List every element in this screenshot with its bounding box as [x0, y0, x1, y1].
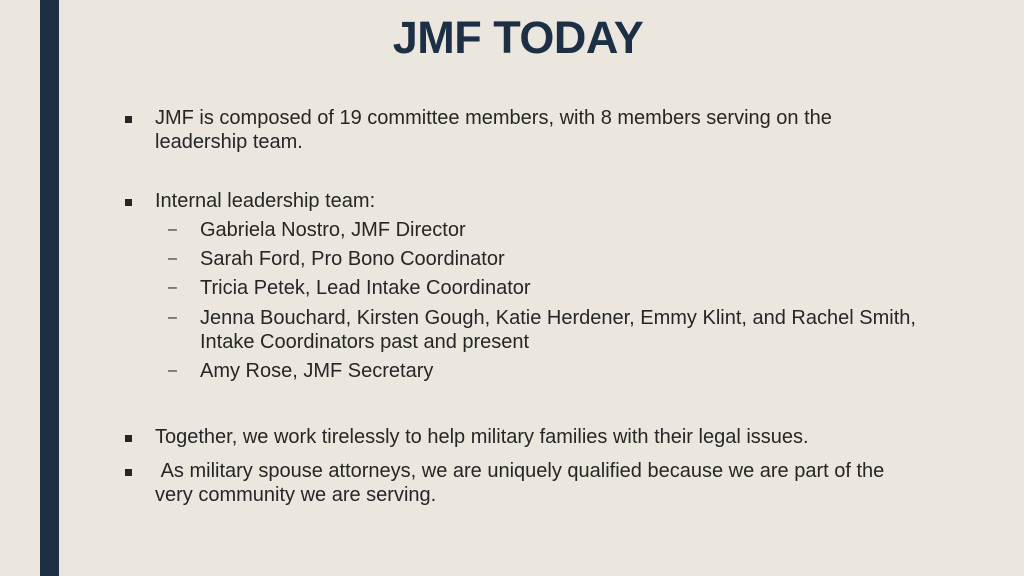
dash-bullet-icon: – — [168, 221, 177, 238]
dash-bullet-icon: – — [168, 309, 177, 326]
square-bullet-icon — [125, 116, 132, 123]
dash-bullet-icon: – — [168, 279, 177, 296]
sub-bullet-text: Amy Rose, JMF Secretary — [200, 360, 434, 382]
sub-bullet-text: Gabriela Nostro, JMF Director — [200, 219, 466, 241]
dash-bullet-icon: – — [168, 250, 177, 267]
sub-bullet-text: Sarah Ford, Pro Bono Coordinator — [200, 248, 505, 270]
sub-bullet-text: Jenna Bouchard, Kirsten Gough, Katie Herdener, Emmy Klint, and Rachel Smith, Intake Coordinators past and present — [200, 307, 916, 353]
bullet-text: Together, we work tirelessly to help military families with their legal issues. — [155, 426, 809, 448]
dash-bullet-icon: – — [168, 362, 177, 379]
bullet-text: JMF is composed of 19 committee members, with 8 members serving on the leadership team. — [155, 107, 832, 153]
bullet-text: As military spouse attorneys, we are uniquely qualified because we are part of the very community we are serving. — [155, 460, 890, 506]
square-bullet-icon — [125, 435, 132, 442]
sub-bullet-text: Tricia Petek, Lead Intake Coordinator — [200, 277, 531, 299]
slide-title: JMF TODAY — [392, 12, 644, 63]
square-bullet-icon — [125, 199, 132, 206]
square-bullet-icon — [125, 469, 132, 476]
bullet-text: Internal leadership team: — [155, 190, 376, 212]
